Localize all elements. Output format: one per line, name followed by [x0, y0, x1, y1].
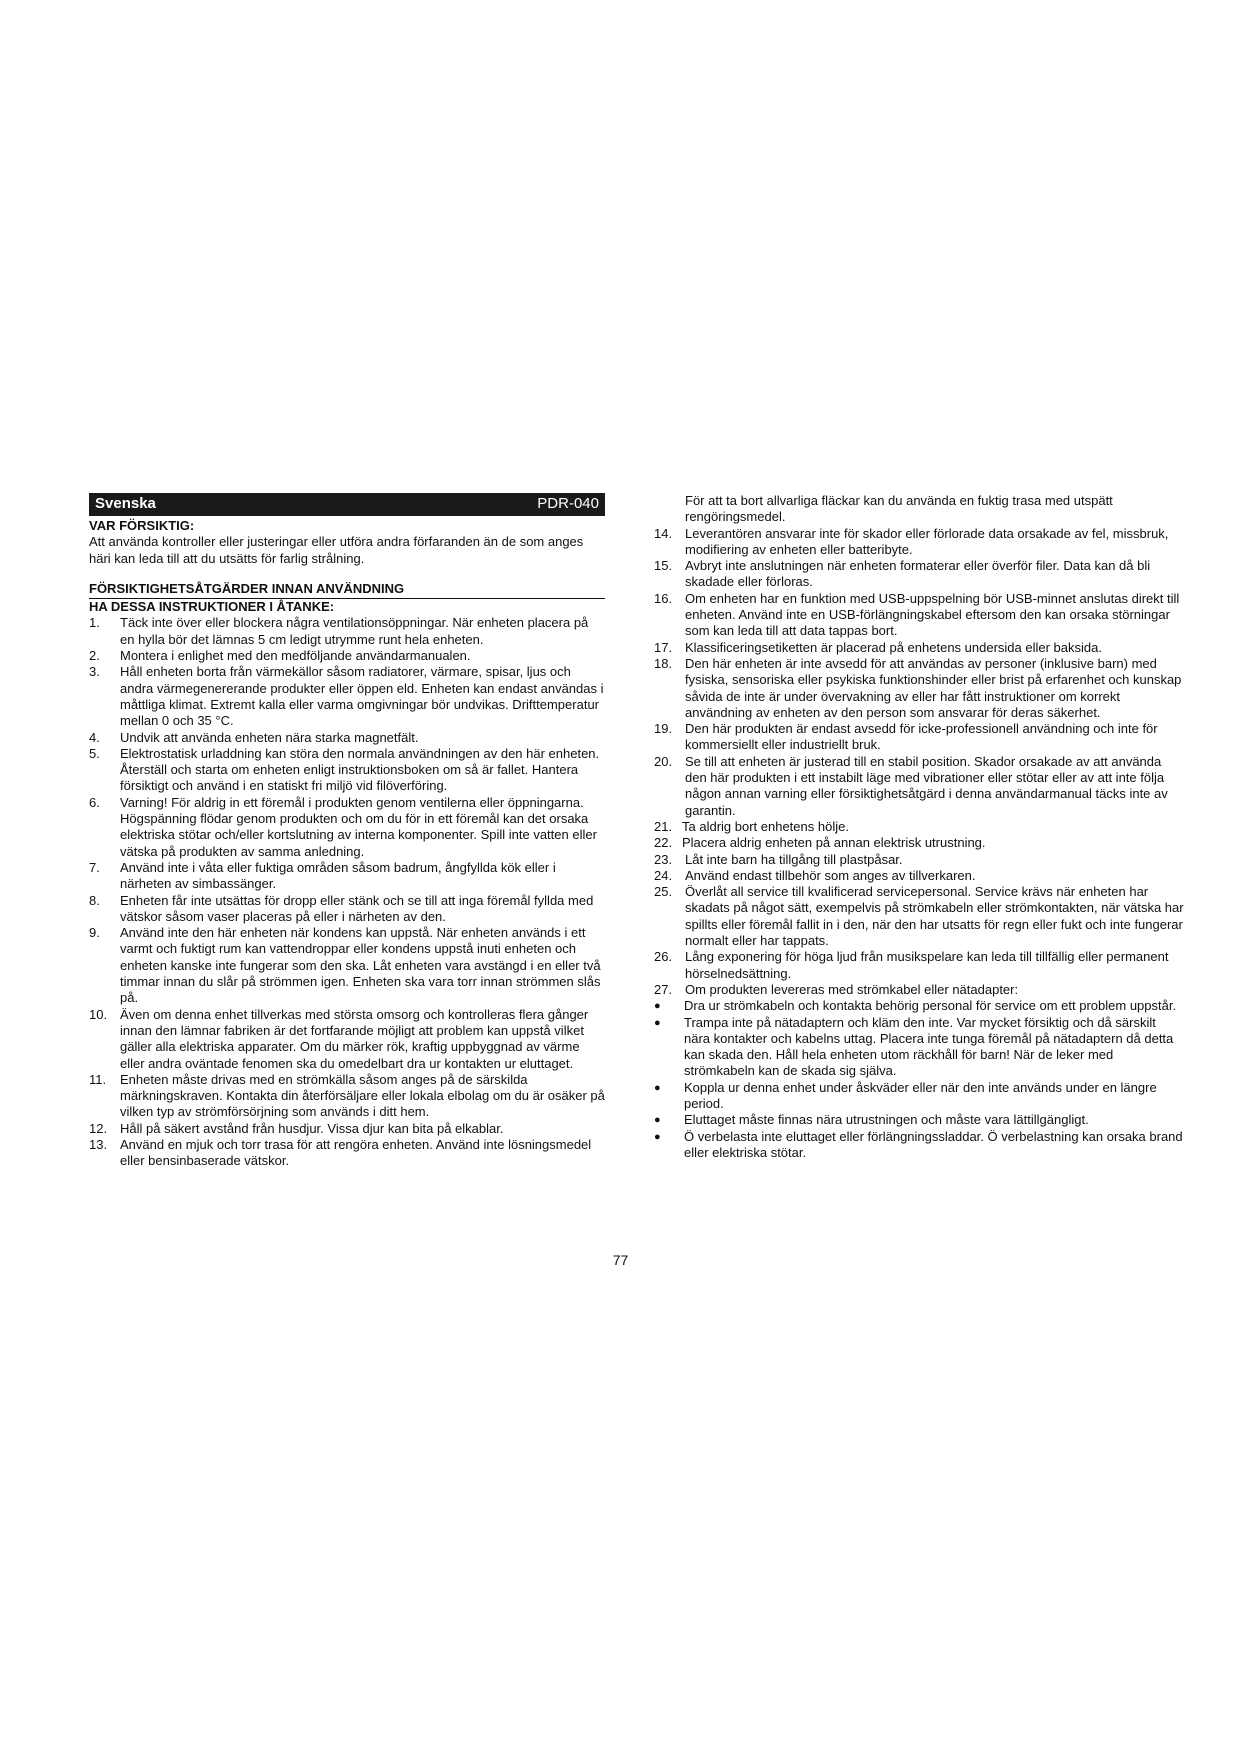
item-text: Täck inte över eller blockera några ventilationsöppningar. När enheten placera på en hylla bör det lämnas 5 cm ledigt utrymme runt hela enheten. [120, 615, 589, 647]
bullet-icon: ● [654, 1114, 661, 1127]
precautions-subtitle: HA DESSA INSTRUKTIONER I ÅTANKE: [89, 599, 335, 615]
model-label: PDR-040 [537, 495, 599, 513]
right-instruction-list [654, 526, 1184, 819]
item-text: Undvik att använda enheten nära starka magnetfält. [120, 729, 419, 745]
right-instruction-list-b [654, 852, 1184, 999]
list-item [89, 925, 605, 1006]
item-text: Om produkten levereras med strömkabel eller nätadapter: [685, 981, 1019, 997]
item-text: Placera aldrig enheten på annan elektrisk utrustning. [682, 835, 986, 851]
list-item [89, 1007, 605, 1072]
bullet-text: Trampa inte på nätadaptern och kläm den inte. Var mycket försiktig och då särskilt nära kontakter och kabelns uttag. Placera inte tunga föremål på nätadaptern då detta kan skada den. Håll hela enheten utom räckhåll för barn! När de leker med strömkabeln kan de skada sig själva. [684, 1014, 1174, 1079]
item-number: 22. [654, 835, 673, 851]
adapter-bullet-list [654, 998, 1184, 1161]
list-item [654, 558, 1184, 591]
item-number: 5. [89, 745, 100, 761]
item-text: Överlåt all service till kvalificerad servicepersonal. Service krävs när enheten har skadats på något sätt, exempelvis på strömkabeln eller strömkontakten, när vätska har spillts eller föremål fallit in i den, när den har utsatts för regn eller fukt och inte fungerar normalt eller har tappats. [685, 884, 1184, 949]
list-item [654, 591, 1184, 640]
item-number: 23. [654, 851, 673, 867]
list-item [654, 884, 1184, 949]
item-text: Se till att enheten är justerad till en stabil position. Skador orsakade av att använda den här produkten i ett instabilt läge med vibrationer eller stötar eller av att inte följa någon annan varning eller försiktighetsåtgärd i denna användarmanual täcks inte av garantin. [685, 753, 1168, 818]
item-number: 25. [654, 884, 673, 900]
list-item [654, 721, 1184, 754]
item-number: 11. [89, 1071, 107, 1087]
item-text: Montera i enlighet med den medföljande användarmanualen. [120, 648, 471, 664]
continuation-text: För att ta bort allvarliga fläckar kan du använda en fuktig trasa med utspätt rengöringsmedel. [685, 493, 1113, 525]
item-number: 2. [89, 648, 100, 664]
item-text: Även om denna enhet tillverkas med största omsorg och kontrolleras flera gånger innan den lämnar fabriken är det fortfarande möjligt att problem kan uppstå vilket gäller alla elektriska apparater. Om du märker rök, kraftig uppbyggnad av värme eller andra oväntade fenomen ska du omedelbart dra ur kontakten ur eluttaget. [120, 1006, 589, 1071]
item-number: 20. [654, 753, 673, 769]
list-item [89, 648, 605, 664]
item-number: 17. [654, 639, 673, 655]
bullet-text: Ö verbelasta inte eluttaget eller förlängningssladdar. Ö verbelastning kan orsaka brand eller elektriska stötar. [684, 1128, 1183, 1160]
list-item [89, 795, 605, 860]
item-number: 1. [89, 615, 100, 631]
list-item [89, 664, 605, 729]
item-text: Håll enheten borta från värmekällor såsom radiatorer, värmare, spisar, ljus och andra värmegenererande produkter eller öppen eld. Enheten kan endast användas i måttliga klimat. Extremt kalla eller varma omgivningar bör undvikas. Drifttemperatur mellan 0 och 35 °C. [120, 664, 604, 729]
item-text: Använd inte den här enheten när kondens kan uppstå. När enheten används i ett varmt och fuktigt rum kan vattendroppar eller kondens uppstå inuti enheten och enheten kanske inte fungerar som den ska. Låt enheten vara avstängd i en eller två timmar innan du slår på strömmen igen. Enheten ska vara torr innan strömmen slås på. [120, 925, 601, 1006]
bullet-item [654, 1080, 1184, 1113]
item-number: 3. [89, 664, 100, 680]
bullet-item [654, 1129, 1184, 1162]
list-item [654, 949, 1184, 982]
list-item [654, 754, 1184, 819]
item-text: Om enheten har en funktion med USB-uppspelning bör USB-minnet anslutas direkt till enheten. Använd inte en USB-förlängningskabel eftersom den kan orsaka störningar som kan leda till att data tappas bort. [685, 590, 1180, 639]
item-text: Varning! För aldrig in ett föremål i produkten genom ventilerna eller öppningarna. Högspänning flödar genom produkten och om du för in ett föremål kan det orsaka elektriska stötar och/eller kortslutning av interna komponenter. Spill inte vatten eller vätska på produkten av samma anledning. [120, 794, 597, 859]
left-column [89, 493, 605, 1170]
list-item [89, 730, 605, 746]
item-text: Enheten måste drivas med en strömkälla såsom anges på de särskilda märkningskraven. Kontakta din återförsäljare eller lokala elbolag om du är osäker på vilken typ av strömförsörjning som används i ditt hem. [120, 1071, 605, 1120]
language-label: Svenska [95, 495, 156, 513]
item-number: 4. [89, 729, 100, 745]
item-number: 18. [654, 655, 673, 671]
right-column [654, 493, 1184, 1161]
item-number: 16. [654, 590, 673, 606]
list-item [654, 656, 1184, 721]
bullet-text: Dra ur strömkabeln och kontakta behörig personal för service om ett problem uppstår. [684, 998, 1177, 1014]
bullet-item [654, 1112, 1184, 1128]
item-number: 14. [654, 525, 673, 541]
warning-title: VAR FÖRSIKTIG: [89, 518, 195, 533]
list-item [89, 893, 605, 926]
item-text: Lång exponering för höga ljud från musikspelare kan leda till tillfällig eller permanent hörselnedsättning. [685, 949, 1169, 981]
list-item [654, 640, 1184, 656]
bullet-text: Koppla ur denna enhet under åskväder eller när den inte används under en längre period. [684, 1079, 1157, 1111]
item-text: Låt inte barn ha tillgång till plastpåsar. [685, 851, 903, 867]
item-text: Klassificeringsetiketten är placerad på enhetens undersida eller baksida. [685, 639, 1102, 655]
precautions-title: FÖRSIKTIGHETSÅTGÄRDER INNAN ANVÄNDNING [89, 580, 405, 596]
list-item [89, 746, 605, 795]
page-number: 77 [612, 1252, 629, 1268]
bullet-item [654, 1015, 1184, 1080]
item-text: Håll på säkert avstånd från husdjur. Vissa djur kan bita på elkablar. [120, 1120, 504, 1136]
list-item [654, 526, 1184, 559]
list-item [654, 852, 1184, 868]
item-text: Använd en mjuk och torr trasa för att rengöra enheten. Använd inte lösningsmedel eller bensinbaserade vätskor. [120, 1136, 592, 1169]
item-number: 9. [89, 925, 100, 941]
item-number: 8. [89, 892, 100, 908]
list-item [654, 819, 1184, 835]
item-text: Avbryt inte anslutningen när enheten formaterar eller överför filer. Data kan då bli skadade eller förloras. [685, 558, 1151, 590]
item-number: 13. [89, 1136, 108, 1152]
bullet-item [654, 998, 1184, 1014]
list-item [89, 615, 605, 648]
item-number: 24. [654, 867, 673, 883]
left-instruction-list [89, 615, 605, 1169]
bullet-icon: ● [654, 1000, 661, 1013]
item-number: 27. [654, 981, 673, 997]
list-item [654, 835, 1184, 851]
list-item [89, 860, 605, 893]
item-number: 6. [89, 794, 100, 810]
item-text: Ta aldrig bort enhetens hölje. [682, 818, 849, 834]
item-text: Använd endast tillbehör som anges av tillverkaren. [685, 867, 976, 883]
item-number: 19. [654, 721, 673, 737]
item-number: 12. [89, 1120, 108, 1136]
list-item [654, 982, 1184, 998]
bullet-icon: ● [654, 1130, 661, 1143]
bullet-text: Eluttaget måste finnas nära utrustningen och måste vara lättillgängligt. [684, 1112, 1089, 1128]
item-text: Använd inte i våta eller fuktiga områden såsom badrum, ångfyllda kök eller i närheten av simbassänger. [120, 859, 556, 892]
list-item [89, 1121, 605, 1137]
item-text: Leverantören ansvarar inte för skador eller förlorade data orsakade av fel, missbruk, modifiering av enheten eller batteribyte. [685, 525, 1169, 557]
bullet-icon: ● [654, 1016, 661, 1029]
item-text: Den här produkten är endast avsedd för icke-professionell användning och inte för kommersiellt eller industriellt bruk. [685, 721, 1158, 753]
right-short-instruction-list [654, 819, 1184, 852]
list-item [654, 868, 1184, 884]
header-bar [89, 493, 605, 516]
item-number: 26. [654, 949, 673, 965]
item-number: 7. [89, 859, 100, 875]
item-text: Elektrostatisk urladdning kan störa den normala användningen av den här enheten. Återställ och starta om enheten enligt instruktionsboken om så är fallet. Hantera försiktigt och använd i en statiskt fri miljö vid filöverföring. [120, 745, 600, 794]
item-text: Enheten får inte utsättas för dropp eller stänk och se till att inga föremål fyllda med vätskor såsom vaser placeras på eller i närheten av den. [120, 892, 594, 924]
item-number: 15. [654, 558, 673, 574]
warning-text: Att använda kontroller eller justeringar eller utföra andra förfaranden än de som anges häri kan leda till att du utsätts för farlig strålning. [89, 534, 584, 566]
bullet-icon: ● [654, 1081, 661, 1094]
list-item [89, 1072, 605, 1121]
list-item [89, 1137, 605, 1170]
item-number: 21. [654, 818, 673, 834]
item-number: 10. [89, 1006, 108, 1022]
item-text: Den här enheten är inte avsedd för att användas av personer (inklusive barn) med fysiska, sensoriska eller psykiska funktionshinder eller brist på erfarenhet och kunskap såvida de inte är under övervakning av eller har fått instruktioner om korrekt användning av enheten av den person som ansvarar för deras säkerhet. [685, 655, 1182, 720]
